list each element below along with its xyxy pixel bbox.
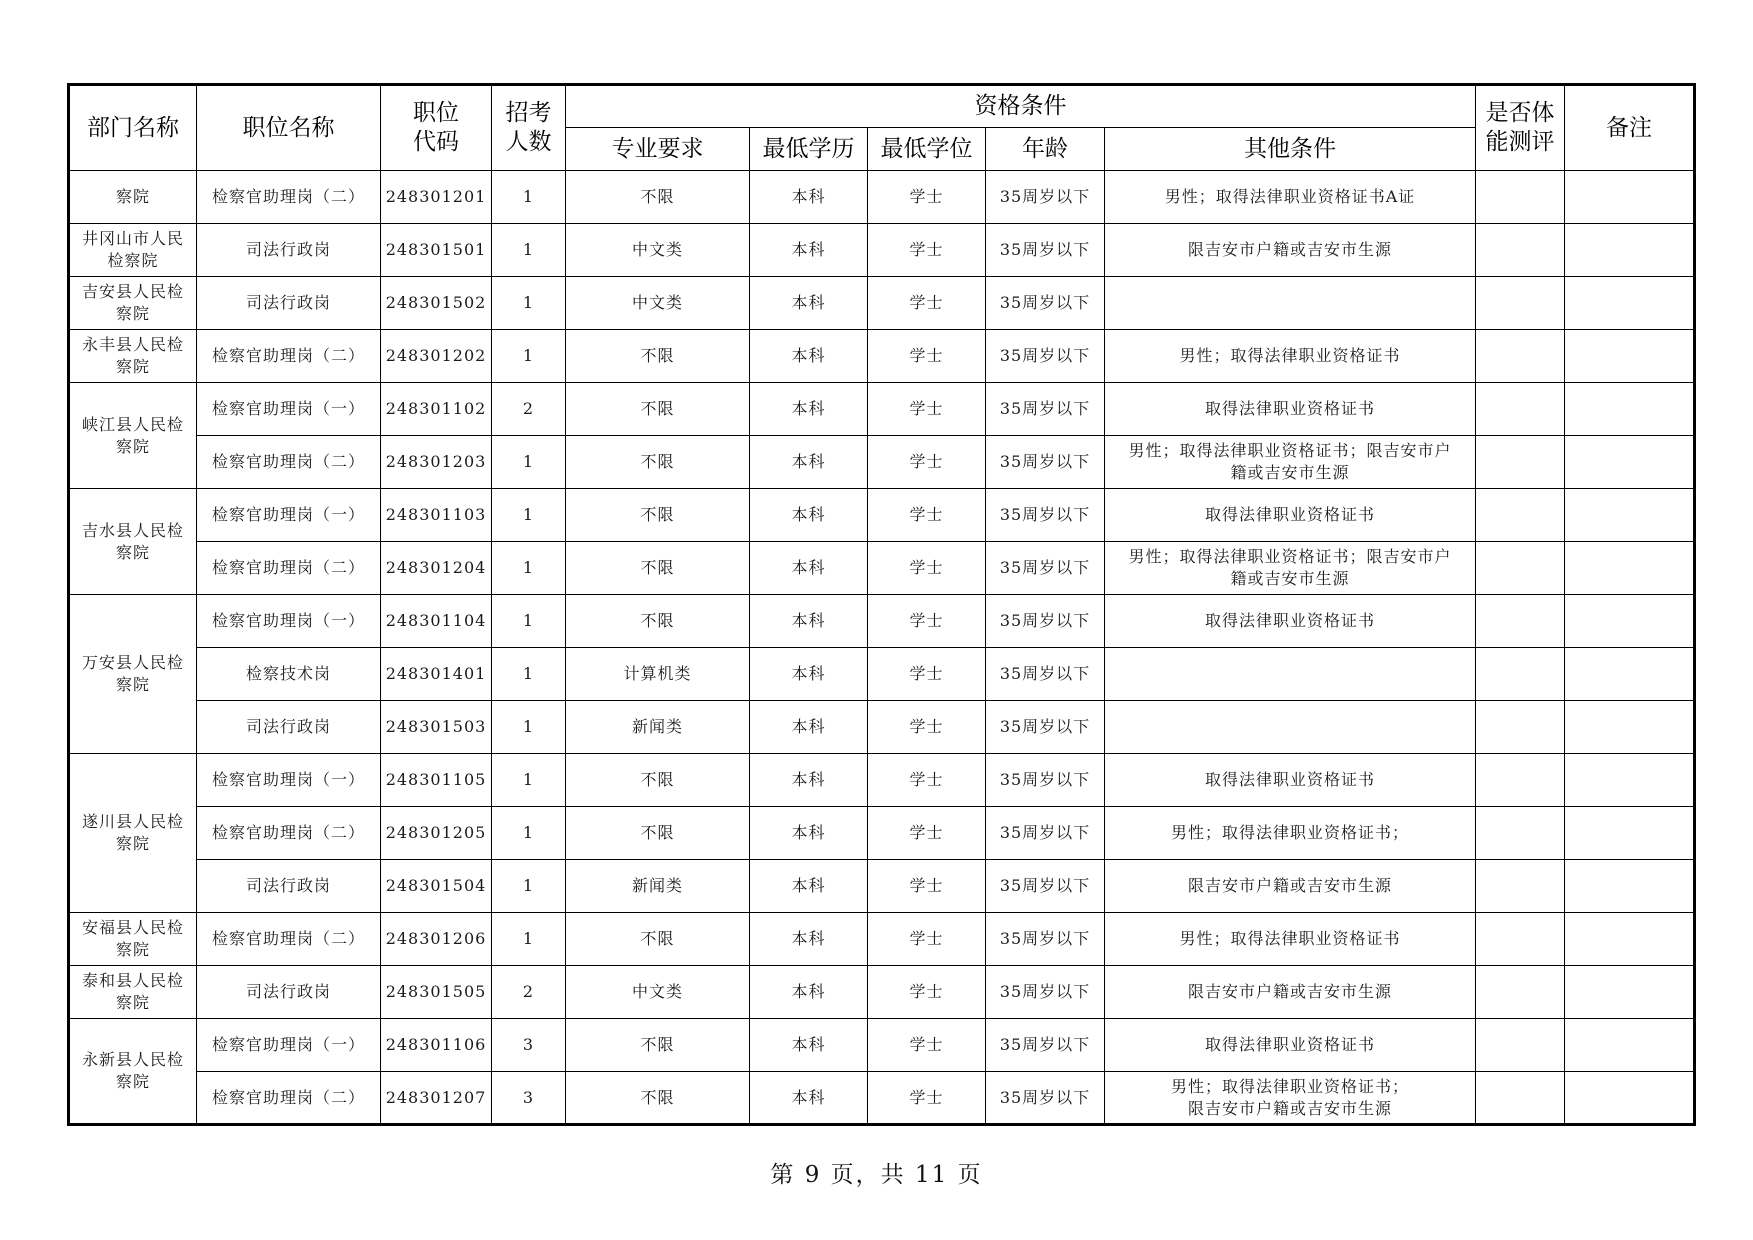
- education-cell: 本科: [750, 383, 868, 436]
- header-major: 专业要求: [566, 128, 750, 171]
- age-cell: 35周岁以下: [986, 913, 1105, 966]
- position-cell: 检察官助理岗（二）: [197, 330, 381, 383]
- other-condition-line: 限吉安市户籍或吉安市生源: [1188, 1098, 1393, 1118]
- age-cell: 35周岁以下: [986, 330, 1105, 383]
- dept-name-line: 察院: [115, 304, 150, 323]
- other-condition-line: 男性；取得法律职业资格证书；限吉安市户: [1128, 441, 1452, 460]
- remarks-cell: [1565, 807, 1695, 860]
- major-cell: 中文类: [566, 224, 750, 277]
- code-cell: 248301504: [381, 860, 492, 913]
- major-cell: 不限: [566, 1019, 750, 1072]
- table-row: [69, 1072, 1695, 1125]
- position-cell: 司法行政岗: [197, 224, 381, 277]
- degree-cell: 学士: [868, 436, 986, 489]
- education-cell: 本科: [750, 489, 868, 542]
- dept-cell: [69, 383, 197, 489]
- age-cell: 35周岁以下: [986, 754, 1105, 807]
- other-condition-line: 男性；取得法律职业资格证书: [1179, 929, 1401, 948]
- other-conditions-cell: [1105, 383, 1476, 436]
- count-cell: 1: [492, 807, 566, 860]
- header-age: 年龄: [986, 128, 1105, 171]
- remarks-cell: [1565, 595, 1695, 648]
- dept-cell: [69, 489, 197, 595]
- dept-cell: [69, 171, 197, 224]
- position-cell: 检察官助理岗（二）: [197, 1072, 381, 1125]
- degree-cell: 学士: [868, 913, 986, 966]
- fitness-cell: [1476, 595, 1565, 648]
- fitness-cell: [1476, 383, 1565, 436]
- age-cell: 35周岁以下: [986, 860, 1105, 913]
- degree-cell: 学士: [868, 489, 986, 542]
- position-cell: 司法行政岗: [197, 277, 381, 330]
- degree-cell: 学士: [868, 171, 986, 224]
- age-cell: 35周岁以下: [986, 383, 1105, 436]
- remarks-cell: [1565, 277, 1695, 330]
- major-cell: 不限: [566, 754, 750, 807]
- major-cell: 新闻类: [566, 701, 750, 754]
- major-cell: 不限: [566, 913, 750, 966]
- fitness-cell: [1476, 1019, 1565, 1072]
- dept-cell: [69, 277, 197, 330]
- other-condition-line: 取得法律职业资格证书: [1205, 611, 1376, 630]
- dept-name-line: 永丰县人民检: [81, 335, 184, 354]
- header-remarks: 备注: [1565, 85, 1695, 171]
- education-cell: 本科: [750, 542, 868, 595]
- age-cell: 35周岁以下: [986, 277, 1105, 330]
- major-cell: 中文类: [566, 966, 750, 1019]
- fitness-cell: [1476, 330, 1565, 383]
- header-code: [381, 85, 492, 171]
- fitness-cell: [1476, 807, 1565, 860]
- position-cell: 检察官助理岗（二）: [197, 436, 381, 489]
- position-cell: 检察官助理岗（一）: [197, 383, 381, 436]
- other-conditions-cell: [1105, 171, 1476, 224]
- degree-cell: 学士: [868, 754, 986, 807]
- other-condition-line: 籍或吉安市生源: [1230, 569, 1350, 588]
- header-dept: 部门名称: [69, 85, 197, 171]
- table-body: [69, 171, 1695, 1125]
- major-cell: 不限: [566, 436, 750, 489]
- dept-name-line: 吉水县人民检: [81, 520, 184, 540]
- position-cell: 检察官助理岗（二）: [197, 542, 381, 595]
- remarks-cell: [1565, 1019, 1695, 1072]
- count-cell: 1: [492, 860, 566, 913]
- count-cell: 3: [492, 1019, 566, 1072]
- other-condition-line: 限吉安市户籍或吉安市生源: [1188, 876, 1393, 895]
- age-cell: 35周岁以下: [986, 171, 1105, 224]
- other-condition-line: 取得法律职业资格证书: [1205, 1035, 1376, 1054]
- degree-cell: 学士: [868, 648, 986, 701]
- position-cell: 检察官助理岗（一）: [197, 595, 381, 648]
- dept-name-line: 察院: [115, 834, 150, 853]
- code-cell: 248301104: [381, 595, 492, 648]
- education-cell: 本科: [750, 966, 868, 1019]
- degree-cell: 学士: [868, 807, 986, 860]
- position-cell: 检察官助理岗（二）: [197, 913, 381, 966]
- remarks-cell: [1565, 436, 1695, 489]
- code-cell: 248301505: [381, 966, 492, 1019]
- count-cell: 2: [492, 966, 566, 1019]
- dept-name-line: 察院: [115, 187, 150, 206]
- dept-name-line: 检察院: [107, 251, 159, 270]
- education-cell: 本科: [750, 754, 868, 807]
- education-cell: 本科: [750, 648, 868, 701]
- fitness-cell: [1476, 966, 1565, 1019]
- count-cell: 1: [492, 542, 566, 595]
- position-cell: 司法行政岗: [197, 860, 381, 913]
- education-cell: 本科: [750, 701, 868, 754]
- other-conditions-cell: [1105, 701, 1476, 754]
- other-conditions-cell: [1105, 966, 1476, 1019]
- remarks-cell: [1565, 913, 1695, 966]
- table-row: [69, 595, 1695, 648]
- major-cell: 不限: [566, 595, 750, 648]
- education-cell: 本科: [750, 330, 868, 383]
- table-row: [69, 966, 1695, 1019]
- dept-name-line: 井冈山市人民: [81, 229, 184, 248]
- remarks-cell: [1565, 966, 1695, 1019]
- education-cell: 本科: [750, 595, 868, 648]
- position-cell: 检察官助理岗（一）: [197, 1019, 381, 1072]
- dept-name-line: 安福县人民检: [81, 918, 184, 937]
- degree-cell: 学士: [868, 966, 986, 1019]
- code-cell: 248301205: [381, 807, 492, 860]
- code-cell: 248301501: [381, 224, 492, 277]
- major-cell: 不限: [566, 171, 750, 224]
- age-cell: 35周岁以下: [986, 648, 1105, 701]
- age-cell: 35周岁以下: [986, 595, 1105, 648]
- table-row: [69, 860, 1695, 913]
- count-cell: 1: [492, 436, 566, 489]
- other-condition-line: 男性；取得法律职业资格证书: [1179, 346, 1401, 365]
- age-cell: 35周岁以下: [986, 966, 1105, 1019]
- education-cell: 本科: [750, 171, 868, 224]
- dept-name-line: 察院: [115, 357, 150, 376]
- major-cell: 不限: [566, 330, 750, 383]
- degree-cell: 学士: [868, 701, 986, 754]
- dept-cell: [69, 330, 197, 383]
- major-cell: 不限: [566, 542, 750, 595]
- education-cell: 本科: [750, 277, 868, 330]
- fitness-cell: [1476, 436, 1565, 489]
- remarks-cell: [1565, 860, 1695, 913]
- dept-name-line: 遂川县人民检: [81, 812, 184, 831]
- position-cell: 检察官助理岗（二）: [197, 171, 381, 224]
- count-cell: 1: [492, 489, 566, 542]
- fitness-cell: [1476, 171, 1565, 224]
- code-cell: 248301102: [381, 383, 492, 436]
- other-condition-line: 限吉安市户籍或吉安市生源: [1188, 240, 1393, 259]
- table-row: [69, 383, 1695, 436]
- other-conditions-cell: [1105, 913, 1476, 966]
- header-row-1: [69, 85, 1695, 128]
- degree-cell: 学士: [868, 383, 986, 436]
- remarks-cell: [1565, 224, 1695, 277]
- code-cell: 248301204: [381, 542, 492, 595]
- remarks-cell: [1565, 383, 1695, 436]
- code-cell: 248301201: [381, 171, 492, 224]
- other-conditions-cell: [1105, 595, 1476, 648]
- other-condition-line: 籍或吉安市生源: [1230, 463, 1350, 482]
- other-conditions-cell: [1105, 224, 1476, 277]
- position-cell: 检察官助理岗（二）: [197, 807, 381, 860]
- degree-cell: 学士: [868, 224, 986, 277]
- other-conditions-cell: [1105, 1072, 1476, 1125]
- other-condition-line: 男性；取得法律职业资格证书；限吉安市户: [1128, 547, 1452, 566]
- page-footer: 第 9 页，共 11 页: [770, 1162, 983, 1188]
- dept-cell: [69, 595, 197, 754]
- code-cell: 248301103: [381, 489, 492, 542]
- code-cell: 248301202: [381, 330, 492, 383]
- remarks-cell: [1565, 1072, 1695, 1125]
- dept-name-line: 察院: [115, 940, 150, 959]
- other-conditions-cell: [1105, 648, 1476, 701]
- table-row: [69, 701, 1695, 754]
- other-condition-line: 男性；取得法律职业资格证书；: [1171, 1076, 1410, 1096]
- count-cell: 1: [492, 277, 566, 330]
- other-conditions-cell: [1105, 1019, 1476, 1072]
- age-cell: 35周岁以下: [986, 1072, 1105, 1125]
- code-cell: 248301105: [381, 754, 492, 807]
- degree-cell: 学士: [868, 542, 986, 595]
- dept-name-line: 察院: [115, 993, 150, 1012]
- dept-cell: [69, 224, 197, 277]
- count-cell: 3: [492, 1072, 566, 1125]
- degree-cell: 学士: [868, 277, 986, 330]
- fitness-cell: [1476, 860, 1565, 913]
- age-cell: 35周岁以下: [986, 701, 1105, 754]
- code-cell: 248301106: [381, 1019, 492, 1072]
- other-condition-line: 取得法律职业资格证书: [1205, 505, 1376, 524]
- major-cell: 不限: [566, 1072, 750, 1125]
- major-cell: 中文类: [566, 277, 750, 330]
- degree-cell: 学士: [868, 1072, 986, 1125]
- fitness-cell: [1476, 913, 1565, 966]
- major-cell: 不限: [566, 383, 750, 436]
- major-cell: 不限: [566, 489, 750, 542]
- other-conditions-cell: [1105, 754, 1476, 807]
- table-row: [69, 913, 1695, 966]
- age-cell: 35周岁以下: [986, 542, 1105, 595]
- fitness-cell: [1476, 648, 1565, 701]
- fitness-cell: [1476, 224, 1565, 277]
- degree-cell: 学士: [868, 1019, 986, 1072]
- other-condition-line: 取得法律职业资格证书: [1205, 770, 1376, 789]
- education-cell: 本科: [750, 1072, 868, 1125]
- other-condition-line: 取得法律职业资格证书: [1205, 399, 1376, 418]
- age-cell: 35周岁以下: [986, 807, 1105, 860]
- dept-cell: [69, 913, 197, 966]
- age-cell: 35周岁以下: [986, 1019, 1105, 1072]
- dept-name-line: 泰和县人民检: [81, 971, 184, 990]
- education-cell: 本科: [750, 807, 868, 860]
- remarks-cell: [1565, 754, 1695, 807]
- major-cell: 计算机类: [566, 648, 750, 701]
- degree-cell: 学士: [868, 860, 986, 913]
- table-row: [69, 807, 1695, 860]
- age-cell: 35周岁以下: [986, 436, 1105, 489]
- header-position: 职位名称: [197, 85, 381, 171]
- other-conditions-cell: [1105, 489, 1476, 542]
- code-cell: 248301203: [381, 436, 492, 489]
- count-cell: 1: [492, 648, 566, 701]
- education-cell: 本科: [750, 1019, 868, 1072]
- count-cell: 1: [492, 330, 566, 383]
- header-fitness-line-2: 能测评: [1485, 129, 1555, 155]
- dept-name-line: 吉安县人民检: [81, 282, 184, 301]
- table-row: [69, 277, 1695, 330]
- dept-name-line: 察院: [115, 542, 150, 562]
- fitness-cell: [1476, 701, 1565, 754]
- position-cell: 司法行政岗: [197, 966, 381, 1019]
- degree-cell: 学士: [868, 595, 986, 648]
- remarks-cell: [1565, 701, 1695, 754]
- table-row: [69, 542, 1695, 595]
- code-cell: 248301206: [381, 913, 492, 966]
- dept-name-line: 永新县人民检: [81, 1050, 184, 1069]
- header-degree: 最低学位: [868, 128, 986, 171]
- header-education: 最低学历: [750, 128, 868, 171]
- code-cell: 248301207: [381, 1072, 492, 1125]
- other-conditions-cell: [1105, 860, 1476, 913]
- education-cell: 本科: [750, 860, 868, 913]
- count-cell: 1: [492, 754, 566, 807]
- table-row: [69, 754, 1695, 807]
- other-conditions-cell: [1105, 542, 1476, 595]
- remarks-cell: [1565, 542, 1695, 595]
- table-row: [69, 330, 1695, 383]
- table-row: [69, 648, 1695, 701]
- header-code-line-1: 职位: [413, 100, 459, 126]
- header-qualifications: 资格条件: [566, 85, 1476, 128]
- position-cell: 检察技术岗: [197, 648, 381, 701]
- other-conditions-cell: [1105, 807, 1476, 860]
- dept-name-line: 察院: [115, 436, 150, 456]
- position-cell: 司法行政岗: [197, 701, 381, 754]
- dept-cell: [69, 966, 197, 1019]
- count-cell: 2: [492, 383, 566, 436]
- count-cell: 1: [492, 701, 566, 754]
- fitness-cell: [1476, 542, 1565, 595]
- position-cell: 检察官助理岗（一）: [197, 754, 381, 807]
- count-cell: 1: [492, 913, 566, 966]
- dept-name-line: 万安县人民检: [81, 653, 184, 672]
- remarks-cell: [1565, 648, 1695, 701]
- dept-name-line: 峡江县人民检: [81, 414, 184, 434]
- other-conditions-cell: [1105, 330, 1476, 383]
- count-cell: 1: [492, 595, 566, 648]
- count-cell: 1: [492, 224, 566, 277]
- degree-cell: 学士: [868, 330, 986, 383]
- major-cell: 新闻类: [566, 860, 750, 913]
- age-cell: 35周岁以下: [986, 489, 1105, 542]
- education-cell: 本科: [750, 913, 868, 966]
- table-row: [69, 1019, 1695, 1072]
- code-cell: 248301401: [381, 648, 492, 701]
- fitness-cell: [1476, 1072, 1565, 1125]
- fitness-cell: [1476, 277, 1565, 330]
- other-condition-line: 男性；取得法律职业资格证书A证: [1164, 187, 1416, 206]
- other-conditions-cell: [1105, 436, 1476, 489]
- header-fitness: [1476, 85, 1565, 171]
- code-cell: 248301502: [381, 277, 492, 330]
- table-row: [69, 171, 1695, 224]
- header-count: [492, 85, 566, 171]
- dept-name-line: 察院: [115, 675, 150, 694]
- header-other: 其他条件: [1105, 128, 1476, 171]
- dept-cell: [69, 754, 197, 913]
- header-code-line-2: 代码: [413, 129, 459, 155]
- header-count-line-2: 人数: [505, 129, 552, 155]
- major-cell: 不限: [566, 807, 750, 860]
- code-cell: 248301503: [381, 701, 492, 754]
- count-cell: 1: [492, 171, 566, 224]
- table-row: [69, 224, 1695, 277]
- recruitment-table: [67, 83, 1696, 1126]
- other-condition-line: 限吉安市户籍或吉安市生源: [1188, 982, 1393, 1001]
- education-cell: 本科: [750, 436, 868, 489]
- dept-cell: [69, 1019, 197, 1125]
- remarks-cell: [1565, 330, 1695, 383]
- remarks-cell: [1565, 171, 1695, 224]
- remarks-cell: [1565, 489, 1695, 542]
- table-row: [69, 436, 1695, 489]
- fitness-cell: [1476, 754, 1565, 807]
- header-count-line-1: 招考: [505, 100, 552, 126]
- other-condition-line: 男性；取得法律职业资格证书；: [1171, 823, 1410, 842]
- fitness-cell: [1476, 489, 1565, 542]
- dept-name-line: 察院: [115, 1072, 150, 1091]
- header-fitness-line-1: 是否体: [1485, 100, 1555, 126]
- other-conditions-cell: [1105, 277, 1476, 330]
- age-cell: 35周岁以下: [986, 224, 1105, 277]
- position-cell: 检察官助理岗（一）: [197, 489, 381, 542]
- table-row: [69, 489, 1695, 542]
- education-cell: 本科: [750, 224, 868, 277]
